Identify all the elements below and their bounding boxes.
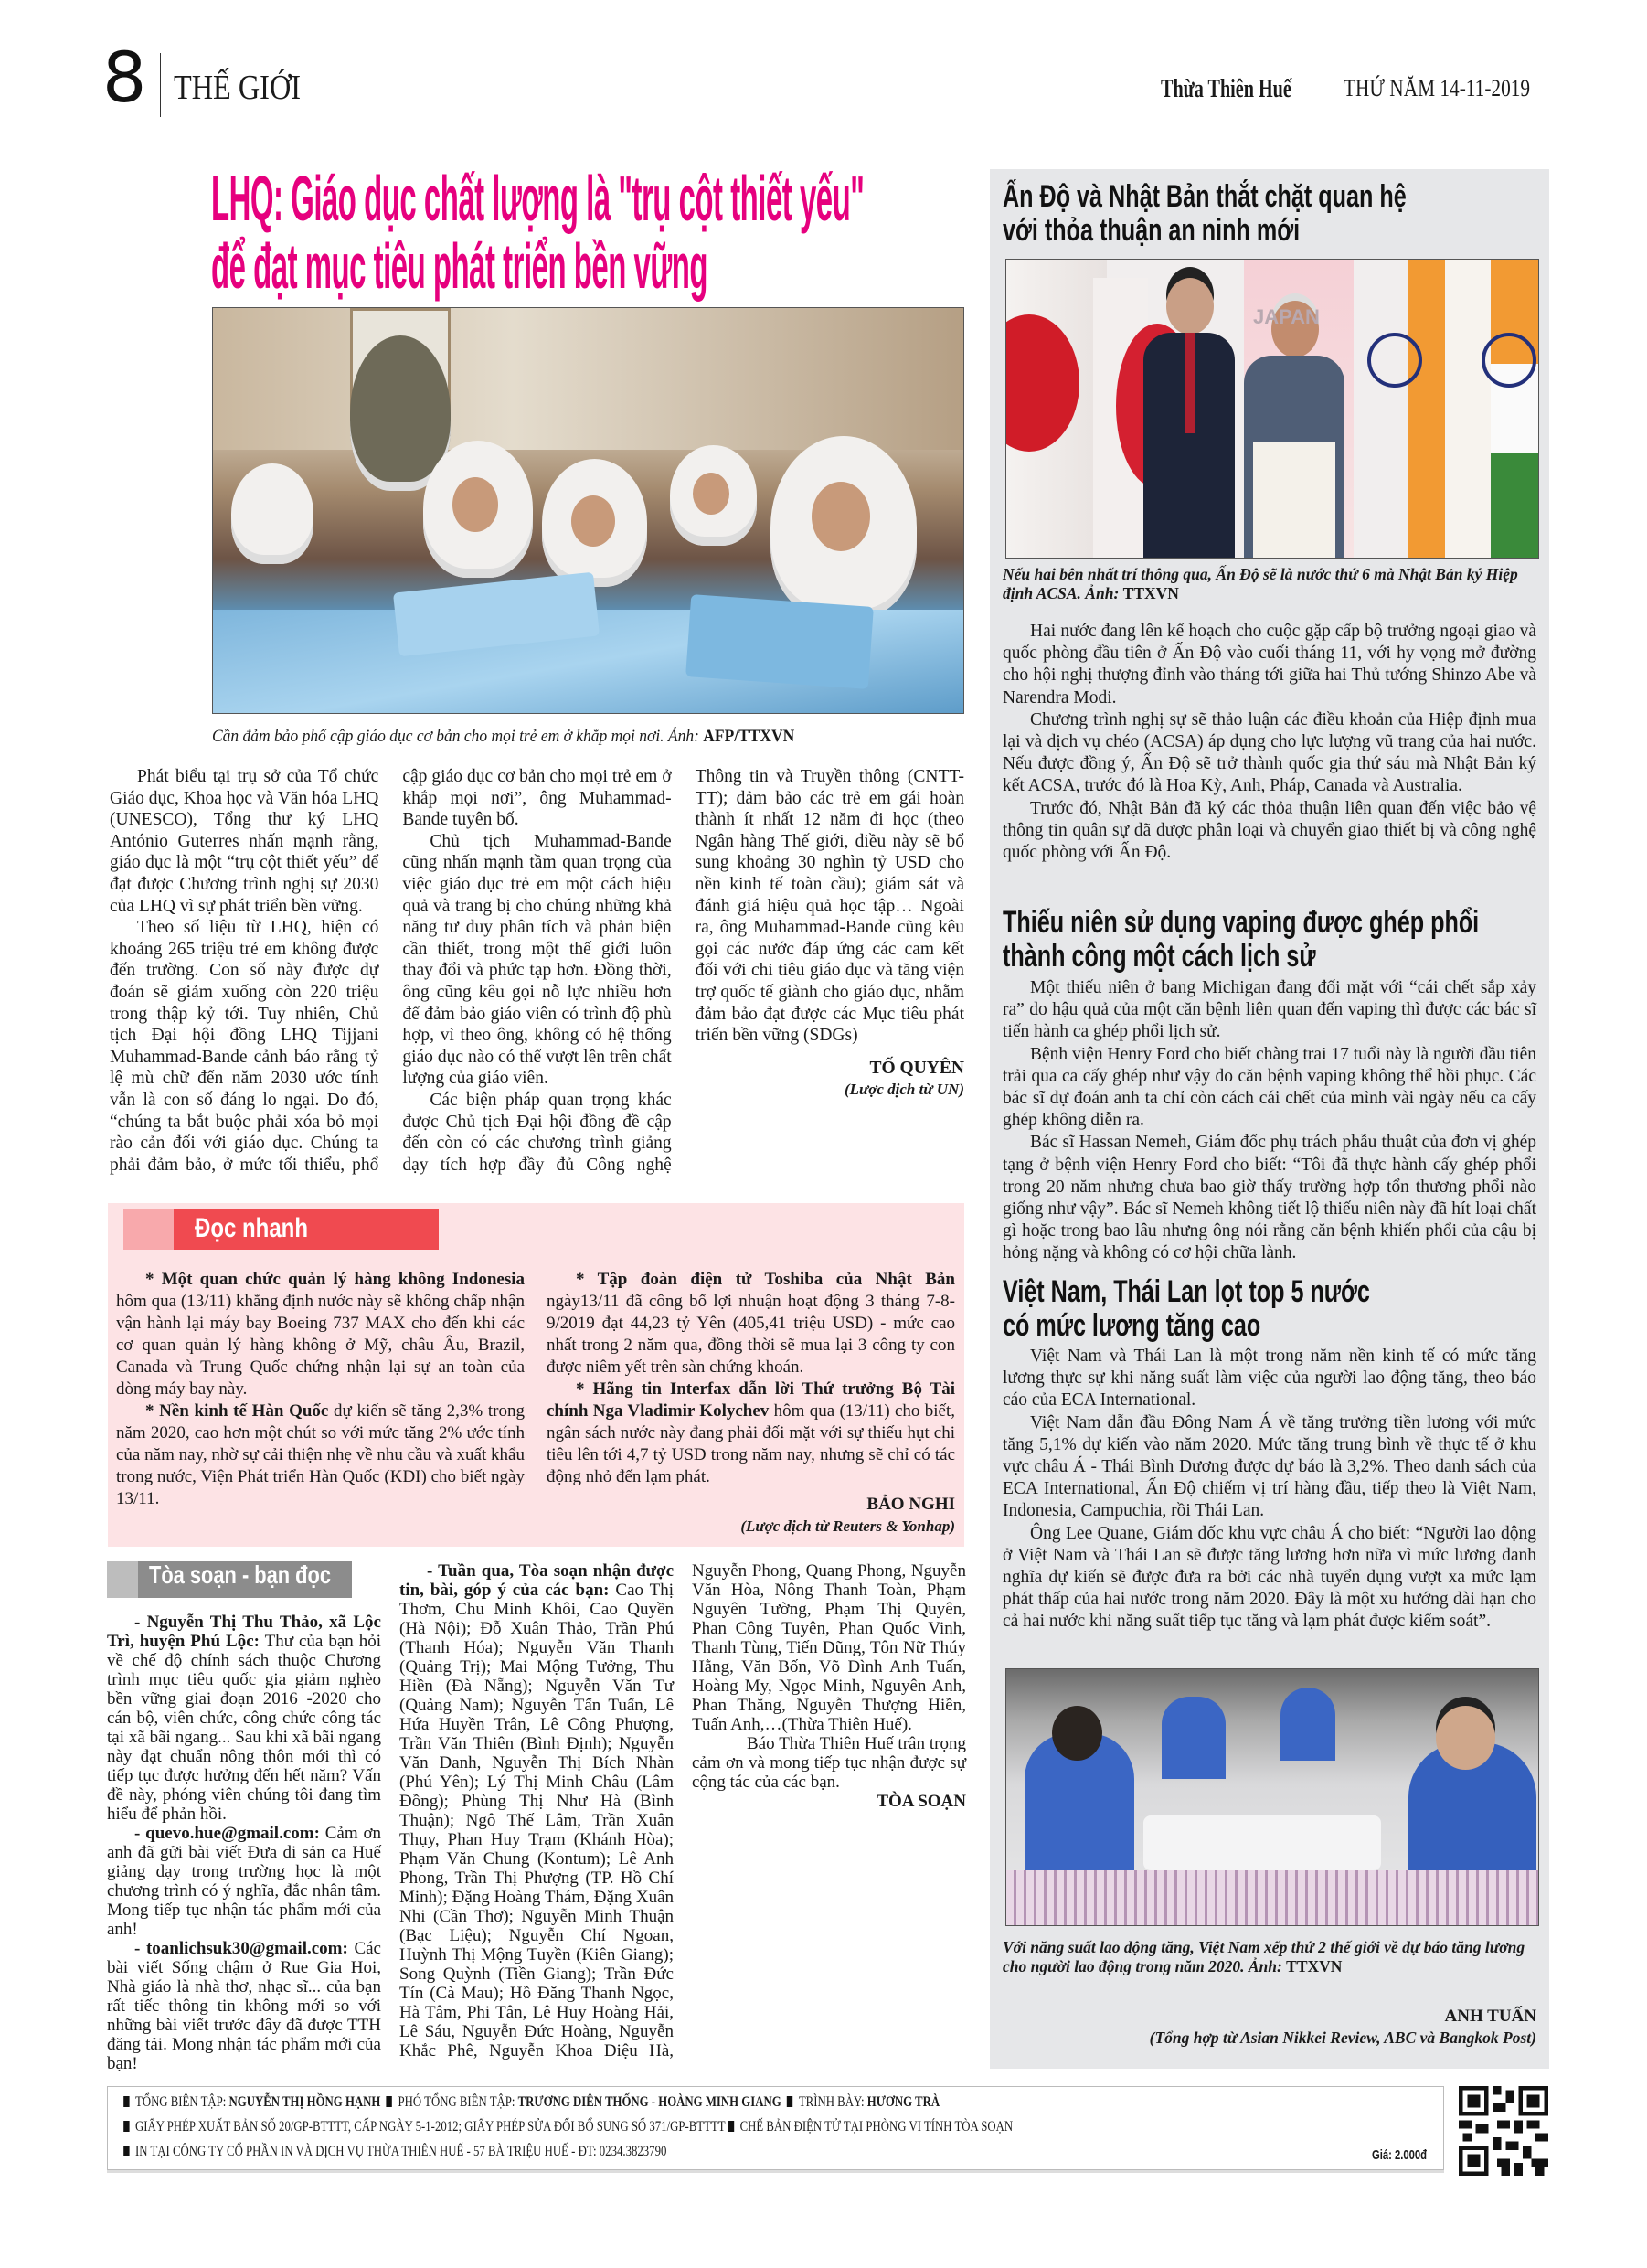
footer-label: PHÓ TỔNG BIÊN TẬP: [398,2094,518,2110]
paragraph: Việt Nam và Thái Lan là một trong năm nền kinh tế có mức tăng lương thực sự khi năng suất làm việc của người lao động tăng, theo báo cáo của ECA International. [1003,1347,1536,1411]
headline-line: LHQ: Giáo dục chất lượng là "trụ cột thiết yếu" [211,163,865,234]
caption-text: Với năng suất lao động tăng, Việt Nam xếp thứ 2 thế giới về dự báo tăng lương cho người lao động trong năm 2020. Ảnh: [1003,1938,1525,1975]
reader-reply [107,1824,381,1939]
section-title: THẾ GIỚI [174,69,302,107]
footer-label: TỔNG BIÊN TẬP: [135,2094,229,2110]
reply-text: Cao Thị Thơm, Chu Minh Khôi, Cao Quyền (Hà Nội); Đỗ Xuân Thảo, Trần Phú (Thanh Hóa); Nguyễn Văn Thanh (Quảng Trị); Mai Mộng Tưởng, Thu Hiền (Đà Nẵng); Nguyễn Văn Tư (Quảng Nam); Nguyễn Tấn Tuấn, Lê Hứa Huyền Trân, Lê Công Phượng, Trần Văn Thiên (Bình Định); Nguyễn Văn Danh, Nguyễn Thị Bích Nhàn (Phú Yên); Lý Thị Minh Châu (Lâm Đồng); Phùng Thị Như Hà (Bình Thuận); Ngô Thế Lâm, Trần Xuân Thụy, Phan Huy Trạm (Khánh Hòa); Phạm Văn Chung (Kontum); Lê Anh Phong, Trần Thị Phượng (TP. Hồ Chí Minh); Đặng Hoàng Thám, Đặng Xuân Nhi (Cần Thơ); Nguyễn Minh Thuận (Bạc Liệu); Nguyễn Chí Ngoan, Huỳnh Thị Mộng Tuyền (Kiên Giang); Song Quỳnh (Tiền Giang); Trần Đức Tín (Cà Mau); Hồ Đăng Thanh Ngọc, Hà Tâm, Phi Tân, Lê Huy Hoàng Hải, Lê Sáu, Nguyễn Đức Hoàng, Nguyễn Khắc Phê, Nguyễn Khoa Diệu Hà, Nguyễn Phong, Quang Phong, Nguyễn Văn Hòa, Nông Thanh Toàn, Phạm Nguyên Tường, Phạm Thị Quyên, Phan Công Tuyên, Phan Quốc Vinh, Thanh Tùng, Tiến Dũng, Tôn Nữ Thúy Hằng, Văn Bốn, Võ Đình Anh Tuấn, Hoàng My, Ngọc Minh, Nguyên Anh, Phan Thắng, Nguyễn Thượng Hiền, Tuấn Anh,…(Thừa Thiên Huế). [399,1561,966,2060]
quick-read-box [108,1203,964,1547]
title-line: có mức lương tăng cao [1003,1308,1261,1343]
page-number: 8 [102,37,147,118]
news-lead: * Một quan chức quản lý hàng không Indonesia [145,1270,525,1289]
footer-text: GIẤY PHÉP XUẤT BẢN SỐ 20/GP-BTTTT, CẤP NGÀY 5-1-2012; GIẤY PHÉP SỬA ĐỔI BỔ SUNG SỐ 371/GP-BTTTT [135,2119,726,2135]
footer-value: TRƯƠNG DIÊN THỐNG - HOÀNG MINH GIANG [517,2094,781,2110]
article-title [1003,906,1646,974]
news-item [547,1379,955,1488]
footer-value: HƯƠNG TRÀ [866,2094,940,2110]
article-body [1003,621,1536,864]
qr-code-icon[interactable] [1459,2086,1548,2176]
paragraph: Bác sĩ Hassan Nemeh, Giám đốc phụ trách phẫu thuật của đơn vị ghép tạng ở bệnh viện Henry Ford cho biết: “Tôi đã thực hành cấy ghép phổi trong 20 năm nhưng chưa bao giờ thấy trường hợp tổn thương phổi nào giống như vậy”. Bác sĩ Nemeh không tiết lộ thiếu niên này đã hít loại chất gì hoặc trong bao lâu nhưng ông nói rằng căn bệnh khiến phổi của cậu bị hỏng nặng và không có cơ hội chữa lành. [1003,1133,1536,1263]
article-source: (Tổng hợp từ Asian Nikkei Review, ABC và Bangkok Post) [1149,2028,1536,2047]
closing-note: Báo Thừa Thiên Huế trân trọng cảm ơn và mong tiếp tục nhận được sự cộng tác của các bạn. [692,1734,966,1792]
footer-printer-line [121,2144,666,2160]
author-byline: TỐ QUYÊN [869,1058,964,1078]
header-divider [160,53,161,117]
photo-credit: TTXVN [1286,1957,1343,1975]
mailbox-section [107,1561,966,2073]
price: Giá: 2.000đ [1371,2147,1427,2163]
photo-caption [1003,1938,1542,1976]
reply-lead: - quevo.hue@gmail.com: [134,1824,320,1843]
quick-read-body [116,1269,955,1543]
caption-text: Cần đảm bảo phổ cập giáo dục cơ bản cho mọi trẻ em ở khắp mọi nơi. Ảnh: [212,727,699,746]
photo-credit: TTXVN [1122,584,1179,602]
mailbox-signature: TÒA SOẠN [877,1792,966,1811]
photo-caption [1003,565,1542,603]
headline-line: để đạt mục tiêu phát triển bền vững [211,230,707,302]
paragraph: Bệnh viện Henry Ford cho biết chàng trai 17 tuổi này là người đầu tiên trải qua ca cấy ghép như vậy do căn bệnh vaping không thể hồi phục. Các bác sĩ dự đoán anh ta chỉ còn cách cái chết của mình vài ngày nếu ca cấy ghép không diễn ra. [1003,1044,1536,1131]
reply-text: Các bài viết Sống chậm ở Rue Gia Hoi, Nhà giáo là nhà thơ, nhạc sĩ... của bạn rất tiếc thông tin không mới so với những bài viết trước đây đã được TTH đăng tải. Mong nhận tác phẩm mới của bạn! [107,1939,381,2073]
reply-lead: - Nguyễn Thị Thu Thảo, xã Lộc Trì, huyện Phú Lộc: [107,1613,381,1651]
reader-reply [107,1613,381,1824]
quick-read-header [123,1209,439,1250]
garment-workers-photo [1005,1668,1539,1926]
title-line: thành công một cách lịch sử [1003,939,1316,974]
mailbox-title: Tòa soạn - bạn đọc [149,1560,332,1589]
photo-caption [212,727,904,747]
masthead-footer [107,2086,1444,2170]
article-source: (Lược dịch từ UN) [844,1081,964,1099]
article-body [1003,977,1536,1265]
title-line: Việt Nam, Thái Lan lọt top 5 nước [1003,1274,1370,1309]
news-lead: * Tập đoàn điện tử Toshiba của Nhật Bản [576,1270,955,1289]
paragraph: Chủ tịch Muhammad-Bande cũng nhấn mạnh tầm quan trọng của việc giáo dục trẻ em một cách hiệu quả và trang bị cho chúng những khả năng tư duy phân tích và phản biện cần thiết, trong một thế giới luôn thay đổi và phức tạp hơn. Đồng thời, ông cũng kêu gọi nỗ lực nhiều hơn để đảm bảo giáo viên có trình độ phù hợp, vì theo ông, không có hệ thống giáo dục nào có thể vượt lên trên chất lượng của giáo viên. [402,831,672,1089]
article-title [1003,180,1548,248]
issue-date: THỨ NĂM 14-11-2019 [1344,75,1531,101]
author-byline: ANH TUẤN [1444,2007,1536,2026]
footer-staff-line [121,2094,940,2111]
paragraph: Trước đó, Nhật Bản đã ký các thỏa thuận liên quan đến việc bảo vệ thông tin quân sự đã được phân loại và chuyển giao thiết bị và công nghệ quốc phòng với Ấn Độ. [1003,798,1536,863]
footer-label: TRÌNH BÀY: [798,2094,867,2110]
classroom-photo [212,307,964,714]
paragraph: Chương trình nghị sự sẽ thảo luận các điều khoản của Hiệp định mua lại và dịch vụ chéo (ACSA) áp dụng cho lực lượng vũ trang của hai nước. Nếu được đồng ý, Ấn Độ sẽ trở thành quốc gia thứ sáu mà Nhật Bản ký kết ACSA, trước đó là Hoa Kỳ, Anh, Pháp, Canada và Australia. [1003,709,1536,796]
news-lead: * Hãng tin Interfax dẫn lời Thứ trưởng Bộ Tài chính Nga Vladimir Kolychev [547,1379,955,1421]
news-text: dự kiến sẽ tăng 2,3% trong năm 2020, cao hơn một chút so với mức tăng 2% ước tính của năm nay, nhờ sự cải thiện nhẹ về nhu cầu và xuất khẩu trong nước, Viện Phát triển Hàn Quốc (KDI) cho biết ngày 13/11. [116,1401,526,1508]
article-body [110,766,964,1196]
newspaper-name: Thừa Thiên Huế [1161,75,1291,103]
reply-text: Thư của bạn hỏi về chế độ chính sách thuộc Chương trình mục tiêu quốc gia giảm nghèo bền vững giai đoạn 2016 -2020 cho cán bộ, viên chức, công chức công tác tại xã bãi ngang... Sau khi xã bãi ngang này đạt chuẩn nông thôn mới thì có tiếp tục được hưởng đến hết năm? Vấn đề này, phóng viên chúng tôi đang tìm hiểu để phản hồi. [107,1632,382,1824]
footer-text: CHẾ BẢN ĐIỆN TỬ TẠI PHÒNG VI TÍNH TÒA SOẠN [739,2119,1014,2135]
news-text: ngày13/11 đã công bố lợi nhuận hoạt động 3 tháng 7-8-9/2019 đạt 44,23 tỷ Yên (405,41 triệu USD) - mức cao nhất trong 2 năm qua, đồng thời sẽ mua lại 3 công ty con được niêm yết trên sàn chứng khoán. [547,1292,955,1377]
title-line: với thỏa thuận an ninh mới [1003,213,1301,248]
reply-lead: - Tuần qua, Tòa soạn nhận được tin, bài, góp ý của các bạn: [399,1561,674,1600]
mailbox-header [107,1561,352,1598]
news-text: hôm qua (13/11) khẳng định nước này sẽ không chấp nhận vận hành lại máy bay Boeing 737 MAX cho đến khi các cơ quan quản lý hàng không ở Mỹ, châu Âu, Brazil, Canada và Trung Quốc chứng nhận lại sự an toàn của dòng máy bay này. [116,1292,525,1399]
paragraph: Ông Lee Quane, Giám đốc khu vực châu Á cho biết: “Người lao động ở Việt Nam và Thái Lan sẽ được tăng lương hơn nữa vì mức lương danh nghĩa dự kiến sẽ được đưa ra bởi các nhà tuyển dụng vượt xa mức lạm phát thấp của hai nước trong năm 2020. Đây là một xu hướng dài hạn cho cả hai nước khi năng suất tiếp tục tăng và lạm phát được kiểm soát”. [1003,1523,1536,1632]
footer-value: NGUYỄN THỊ HỒNG HẠNH [228,2094,381,2110]
photo-credit: AFP/TTXVN [703,727,795,746]
news-item [116,1269,525,1400]
article-body [1003,1346,1536,1634]
footer-license-line [121,2119,1013,2135]
quick-read-title: Đọc nhanh [195,1213,308,1243]
reader-reply [399,1561,966,2073]
article-title [1003,1275,1499,1343]
paragraph: Các biện pháp quan trọng khác được Chủ tịch Đại hội đồng đề cập đến còn có các chương trình giảng dạy tích hợp đầy đủ Công nghệ Thông tin và Truyền thông (CNTT-TT); đảm bảo các trẻ em gái hoàn thành ít nhất 12 năm đi học (theo Ngân hàng Thế giới, điều này sẽ bổ sung khoảng 30 nghìn tỷ USD cho nền kinh tế toàn cầu); giám sát và đánh giá hiệu quả học tập… Ngoài ra, ông Muhammad-Bande cũng kêu gọi các nước đáp ứng các cam kết đối với chi tiêu giáo dục và tăng viện trợ quốc tế giành cho giáo dục, nhằm đảm bảo đạt được các Mục tiêu phát triển bền vững (SDGs) [402,767,964,1175]
title-line: Ấn Độ và Nhật Bản thắt chặt quan hệ [1003,179,1407,214]
paragraph: Hai nước đang lên kế hoạch cho cuộc gặp cấp bộ trưởng ngoại giao và quốc phòng đầu tiên ở Ấn Độ vào cuối tháng 11, với hy vọng mở đường cho hội nghị thượng đỉnh vào tháng tới giữa hai Thủ tướng Shinzo Abe và Narendra Modi. [1003,622,1536,708]
news-lead: * Nền kinh tế Hàn Quốc [145,1401,329,1421]
author-byline: BẢO NGHI [866,1495,955,1514]
reader-reply [107,1939,381,2073]
reply-lead: - toanlichsuk30@gmail.com: [134,1939,348,1958]
paragraph: Theo số liệu từ LHQ, hiện có khoảng 265 triệu trẻ em không được đến trường. Con số này được dự đoán sẽ giảm xuống còn 220 triệu trong thập kỷ tới. Tuy nhiên, Chủ tịch Đại hội đồng LHQ Tijjani Muhammad-Bande cảnh báo rằng tỷ lệ mù chữ đến năm 2030 ước tính vẫn là con số đáng lo ngại. Do đó, “chúng ta bắt buộc phải xóa bỏ mọi rào cản đối với giáo dục. Chúng ta phải đảm bảo, ở mức tối thiểu, phổ cập giáo dục cơ bản cho mọi trẻ em ở khắp mọi nơi”, ông Muhammad-Bande tuyên bố. [110,767,672,1175]
news-item [547,1269,955,1379]
title-line: Thiếu niên sử dụng vaping được ghép phổi [1003,905,1480,940]
reply-text: Cảm ơn anh đã gửi bài viết Đưa di sản ca Huế giảng dạy trong trường học là một chương trình có ý nghĩa, đắc nhân tâm. Mong tiếp tục nhận tác phẩm mới của anh! [107,1824,382,1939]
article-source: (Lược dịch từ Reuters & Yonhap) [740,1517,955,1535]
sidebar-news [990,169,1549,2069]
caption-text: Nếu hai bên nhất trí thông qua, Ấn Độ sẽ là nước thứ 6 mà Nhật Bản ký Hiệp định ACSA. Ảnh: [1003,565,1518,602]
news-text: hôm qua (13/11) cho biết, ngân sách nước này đang phải đối mặt với sự thiếu hụt chi tiêu lên tới 4,7 tỷ USD trong năm nay, nhưng sẽ chỉ có tác động nhỏ đến lạm phát. [547,1401,955,1486]
footer-text: IN TẠI CÔNG TY CỔ PHẦN IN VÀ DỊCH VỤ THỪA THIÊN HUẾ - 57 BÀ TRIỆU HUẾ - ĐT: 0234.3823790 [135,2144,667,2159]
paragraph: Việt Nam dẫn đầu Đông Nam Á về tăng trưởng tiền lương với mức tăng 5,1% dự kiến vào năm 2020. Mức tăng trung bình về thực tế ở khu vực châu Á - Thái Bình Dương được dự báo là 3,2%. Theo danh sách của ECA International, Ấn Độ chiếm vị trí hàng đầu, tiếp theo là Việt Nam, Indonesia, Campuchia, rồi Thái Lan. [1003,1412,1536,1521]
paragraph: Một thiếu niên ở bang Michigan đang đối mặt với “cái chết sắp xảy ra” do hậu quả của một căn bệnh liên quan đến vaping thì được các bác sĩ tiến hành ca ghép phổi lịch sử. [1003,978,1536,1042]
backdrop-text: JAPAN [1253,305,1320,328]
leaders-handshake-photo [1005,259,1539,559]
news-item [116,1400,525,1510]
paragraph: Phát biểu tại trụ sở của Tổ chức Giáo dục, Khoa học và Văn hóa LHQ (UNESCO), Tổng thư ký LHQ António Guterres nhấn mạnh rằng, giáo dục là một “trụ cột thiết yếu” để đạt được Chương trình nghị sự 2030 của LHQ vì sự phát triển bền vững. [110,767,379,916]
main-headline [211,165,970,300]
